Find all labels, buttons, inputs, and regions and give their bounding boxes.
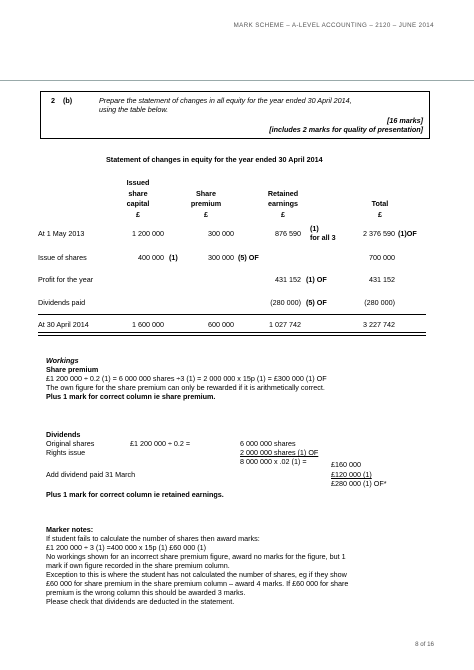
- original-shares-calc: £1 200 000 ÷ 0.2 =: [130, 439, 191, 448]
- cell-total: 700 000: [369, 253, 395, 262]
- column-header-share-premium: Share premium £: [190, 188, 222, 219]
- mark-annotation: for all 3: [310, 233, 336, 242]
- original-shares-label: Original shares: [46, 439, 95, 448]
- share-premium-note: The own figure for the share premium can only be rewarded if it is arithmetically correct.: [46, 383, 325, 392]
- cell-share-premium: 300 000: [208, 253, 234, 262]
- cell-share-capital: 1 200 000: [132, 229, 164, 238]
- cell-share-premium: 600 000: [208, 320, 234, 329]
- share-premium-calculation: £1 200 000 ÷ 0.2 (1) = 6 000 000 shares ÷3 (1) = 2 000 000 x 15p (1) = £300 000 (1) OF: [46, 374, 327, 383]
- question-marks: [16 marks]: [387, 116, 423, 125]
- cell-total: 2 376 590: [363, 229, 395, 238]
- column-header-retained-earnings: Retained earnings £: [267, 188, 299, 219]
- mark-annotation: (1) OF: [306, 275, 327, 284]
- column-header-total: Total £: [371, 199, 389, 219]
- cell-total: 3 227 742: [363, 320, 395, 329]
- mark-annotation: (5) OF: [306, 298, 327, 307]
- cell-share-capital: 400 000: [138, 253, 164, 262]
- marker-note-line: £1 200 000 ÷ 3 (1) =400 000 x 15p (1) £60 000 (1): [46, 543, 206, 552]
- original-shares-value: 6 000 000 shares: [240, 439, 296, 448]
- row-label: At 1 May 2013: [38, 229, 85, 238]
- column-header-share-capital: Issued share capital £: [126, 178, 150, 219]
- rights-issue-value: 2 000 000 shares (1) OF: [240, 448, 319, 457]
- row-label: Profit for the year: [38, 275, 94, 284]
- dividends-title: Dividends: [46, 430, 81, 439]
- marker-note-line: Please check that dividends are deducted in the statement.: [46, 597, 235, 606]
- cell-share-premium: 300 000: [208, 229, 234, 238]
- total-dividend-amount: £280 000 (1) OF*: [331, 479, 387, 488]
- marker-notes-title: Marker notes:: [46, 525, 94, 534]
- add-dividend-label: Add dividend paid 31 March: [46, 470, 136, 479]
- page-number: 8 of 16: [415, 641, 434, 648]
- question-number: 2: [51, 96, 55, 105]
- table-rule-bottom-2: [38, 335, 426, 336]
- rights-dividend-amount: £160 000: [331, 460, 361, 469]
- marker-note-line: No workings shown for an incorrect share premium figure, award no marks for the figure, but 1: [46, 552, 346, 561]
- mark-annotation: (1): [169, 253, 178, 262]
- cell-retained-earnings: 431 152: [275, 275, 301, 284]
- row-label: Dividends paid: [38, 298, 86, 307]
- marker-note-line: premium is the wrong column this should be awarded 3 marks.: [46, 588, 246, 597]
- table-rule-bottom-1: [38, 332, 426, 333]
- marker-note-line: £60 000 for share premium in the share premium column – award 4 marks. If £60 000 for share: [46, 579, 349, 588]
- mark-annotation: (1): [310, 224, 319, 233]
- workings-title: Workings: [46, 356, 79, 365]
- cell-retained-earnings: 876 590: [275, 229, 301, 238]
- mark-annotation: (5) OF: [238, 253, 259, 262]
- question-box: [40, 91, 430, 139]
- row-label: At 30 April 2014: [38, 320, 89, 329]
- quality-marks-note: [includes 2 marks for quality of presentation]: [269, 125, 423, 134]
- statement-title: Statement of changes in equity for the year ended 30 April 2014: [106, 155, 323, 164]
- row-label: Issue of shares: [38, 253, 87, 262]
- marker-note-line: Exception to this is where the student has not calculated the number of shares, eg if they show: [46, 570, 347, 579]
- add-dividend-amount: £120 000 (1): [331, 470, 372, 479]
- table-rule-top: [38, 314, 426, 315]
- header-divider: [0, 80, 474, 81]
- share-premium-title: Share premium: [46, 365, 99, 374]
- question-part: (b): [63, 96, 73, 105]
- mark-annotation: (1)OF: [398, 229, 417, 238]
- cell-total: (280 000): [364, 298, 395, 307]
- share-premium-plus-mark: Plus 1 mark for correct column ie share premium.: [46, 392, 216, 401]
- page-header: MARK SCHEME – A-LEVEL ACCOUNTING – 2120 – JUNE 2014: [233, 22, 434, 29]
- rights-issue-label: Rights issue: [46, 448, 86, 457]
- rights-issue-calc: 8 000 000 x .02 (1) =: [240, 457, 307, 466]
- cell-total: 431 152: [369, 275, 395, 284]
- cell-retained-earnings: 1 027 742: [269, 320, 301, 329]
- dividends-plus-mark: Plus 1 mark for correct column ie retained earnings.: [46, 490, 224, 499]
- marker-note-line: mark if own figure recorded in the share premium column.: [46, 561, 230, 570]
- cell-retained-earnings: (280 000): [270, 298, 301, 307]
- cell-share-capital: 1 600 000: [132, 320, 164, 329]
- question-text-line1: Prepare the statement of changes in all equity for the year ended 30 April 2014,: [99, 96, 352, 105]
- marker-note-line: If student fails to calculate the number of shares then award marks:: [46, 534, 260, 543]
- question-text-line2: using the table below.: [99, 105, 169, 114]
